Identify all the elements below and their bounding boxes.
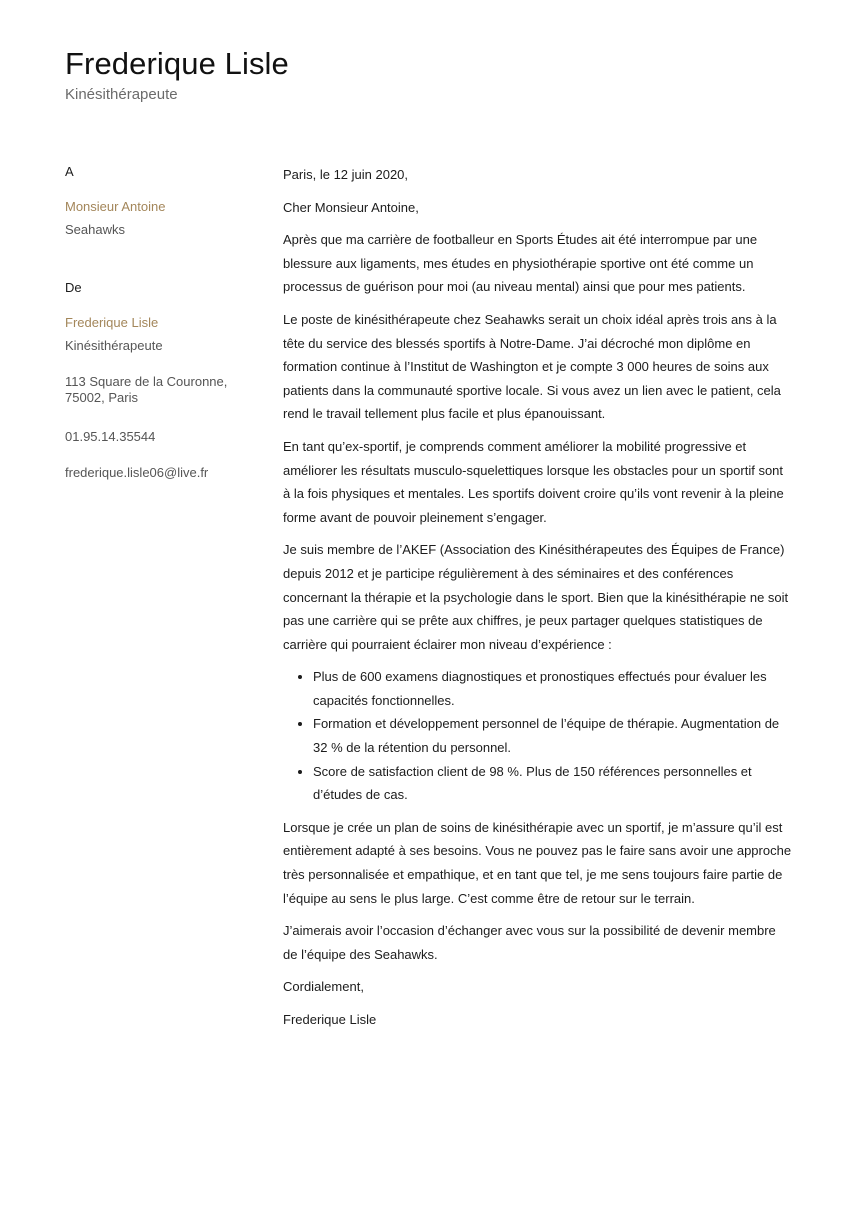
- statistics-list-item: • Formation et développement personnel de l’équipe de thérapie. Augmentation de 32 % de la rétention du personnel.: [313, 712, 793, 759]
- sender-address-line1: 113 Square de la Couronne,: [65, 374, 228, 389]
- letter-paragraph: Le poste de kinésithérapeute chez Seahawks serait un choix idéal après trois ans à la tête du service des blessés sportifs à Notre-Dame. J’ai décroché mon diplôme en formation continue à l’Institut de Washington et je compte 3 000 heures de soins aux patients dans la communauté sportive locale. Si vous avez un lien avec le patient, cela rend le travail tellement plus facile et plus épanouissant.: [283, 311, 781, 422]
- letter-paragraph: J’aimerais avoir l’occasion d’échanger avec vous sur la possibilité de devenir membre de l’équipe des Seahawks.: [283, 923, 776, 962]
- sender-address-line2: 75002, Paris: [65, 390, 138, 405]
- sender-email: frederique.lisle06@live.fr: [65, 465, 209, 480]
- sender-name: Frederique Lisle: [65, 315, 159, 330]
- recipient-company: Seahawks: [65, 222, 125, 237]
- statistics-list: [283, 665, 793, 807]
- letter-salutation: Cher Monsieur Antoine,: [283, 199, 419, 215]
- letter-paragraph: En tant qu’ex-sportif, je comprends comment améliorer la mobilité progressive et améliorer les résultats musculo-squelettiques lorsque les obstacles pour un sportif sont à la fois physiques et mentales. Les sportifs doivent croire qu’ils vont revenir à la pleine forme avant de pouvoir pleinement s’engager.: [283, 438, 784, 525]
- sender-job-title: Kinésithérapeute: [65, 338, 163, 353]
- letter-paragraph: Je suis membre de l’AKEF (Association des Kinésithérapeutes des Équipes de France) depuis 2012 et je participe régulièrement à des séminaires et des conférences concernant la thérapie et la psychologie dans le sport. Bien que la kinésithérapie ne soit pas une carrière qui se prête aux chiffres, je peux partager quelques statistiques de carrière qui pourraient éclairer mon niveau d’expérience :: [283, 542, 789, 652]
- statistics-list-item: • Plus de 600 examens diagnostiques et pronostiques effectués pour évaluer les capacités fonctionnelles.: [313, 665, 793, 712]
- sidebar: [65, 163, 255, 481]
- author-job-title: Kinésithérapeute: [65, 86, 178, 103]
- letter-body: [283, 163, 793, 1041]
- letter-paragraph: Lorsque je crée un plan de soins de kinésithérapie avec un sportif, je m’assure qu’il est entièrement adapté à ses besoins. Vous ne pouvez pas le faire sans avoir une approche très personnalisée et empathique, et en tant que tel, je me sens toujours faire partie de l’équipe au sens le plus large. C’est comme être de retour sur le terrain.: [283, 819, 792, 906]
- letter-closing: Cordialement,: [283, 979, 364, 995]
- recipient-name: Monsieur Antoine: [65, 199, 166, 214]
- letter-header: [65, 44, 289, 105]
- letter-date: Paris, le 12 juin 2020,: [283, 167, 409, 182]
- recipient-label: A: [65, 164, 74, 179]
- author-name: Frederique Lisle: [65, 46, 289, 81]
- letter-paragraph: Après que ma carrière de footballeur en Sports Études ait été interrompue par une blessure aux ligaments, mes études en physiothérapie sportive ont été comme un processus de guérison pour moi (au niveau mental) ainsi que pour mes patients.: [283, 232, 758, 295]
- letter-signature: Frederique Lisle: [283, 1012, 377, 1027]
- sender-phone: 01.95.14.35544: [65, 429, 156, 444]
- sender-label: De: [65, 280, 82, 295]
- statistics-list-item: • Score de satisfaction client de 98 %. Plus de 150 références personnelles et d’études de cas.: [313, 760, 793, 807]
